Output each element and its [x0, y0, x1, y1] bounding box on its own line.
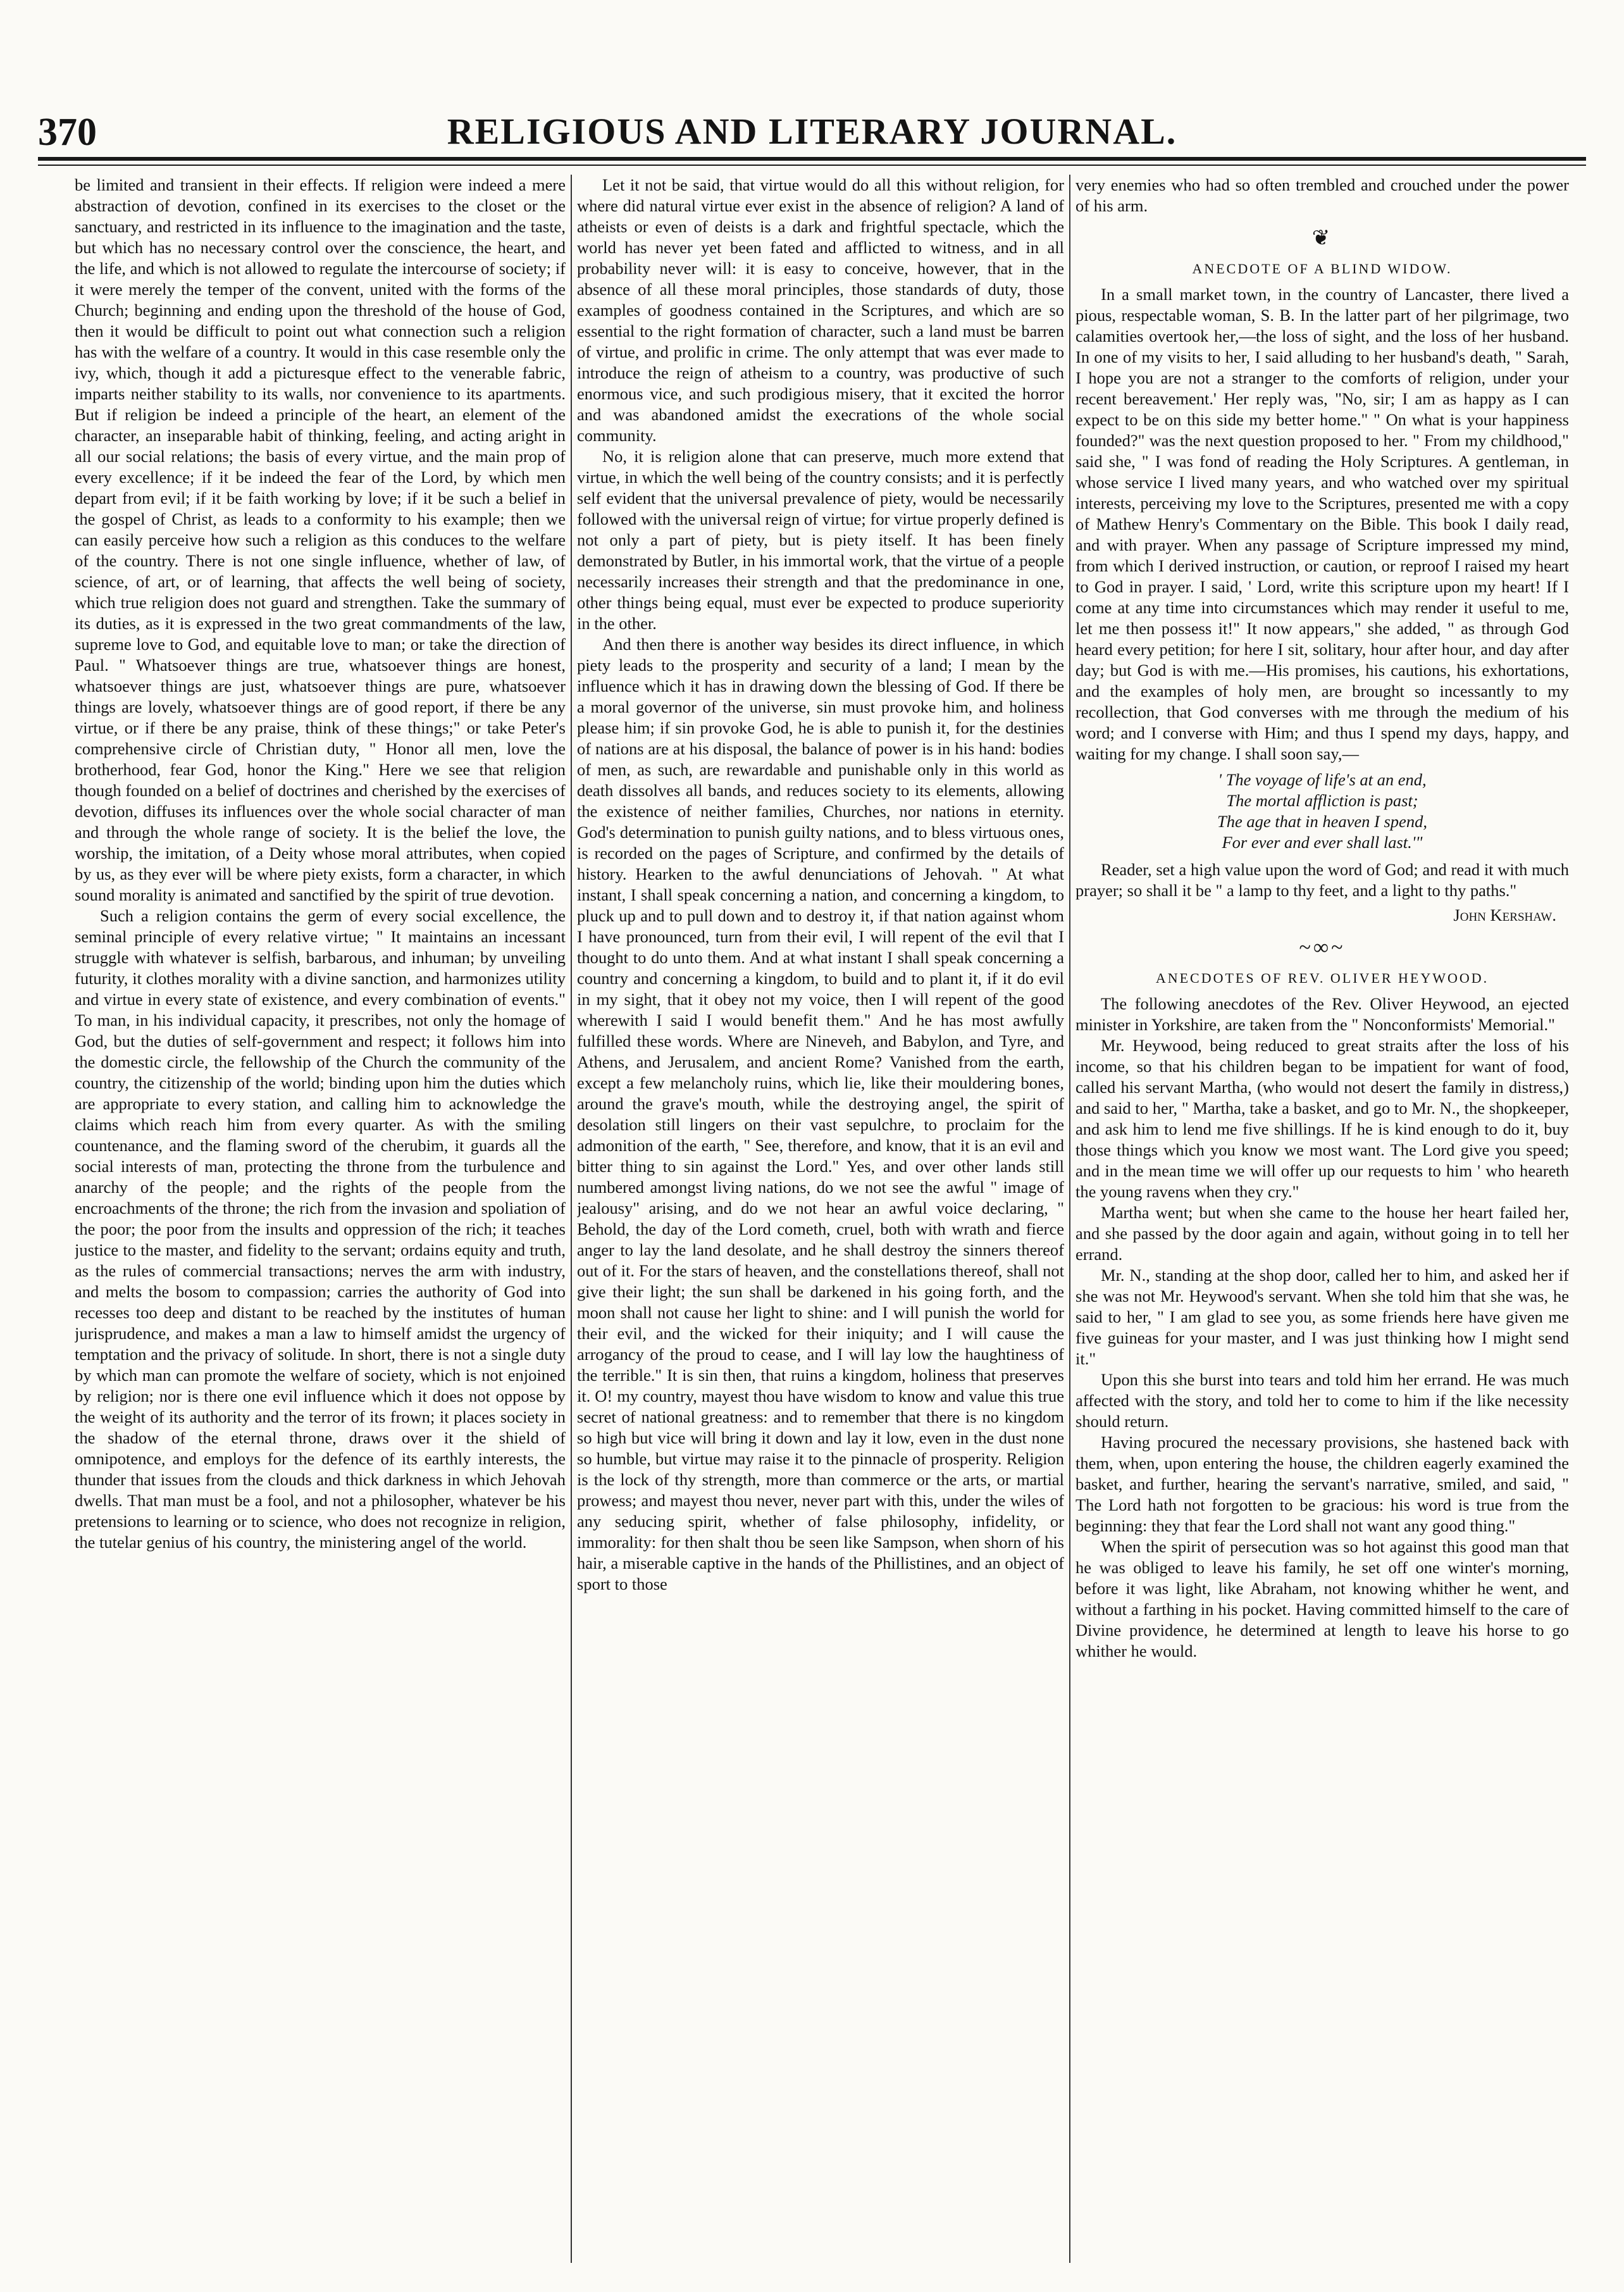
paragraph: In a small market town, in the country of Lancaster, there lived a pious, respectable woman, S. B. In the latter part of her pilgrimage, two calamities overtook her,—the loss of sight, and the loss of her husband. In one of my visits to her, I said alluding to her husband's death, " Sarah, I hope you are not a stranger to the comforts of religion, under your recent bereavement.' Her reply was, "No, sir; I am as happy as I can expect to be on this side my better home." " On what is your happiness founded?" was the next question proposed to her. " From my childhood," said she, " I was fond of reading the Holy Scriptures. A gentleman, in whose service I lived many years, and who watched over my spiritual interests, perceiving my love to the Scriptures, presented me with a copy of Mathew Henry's Commentary on the Bible. This book I daily read, and with prayer. When any passage of Scripture impressed my mind, from which I derived instruction, or caution, or reproof I raised my heart to God in prayer. I said, ' Lord, write this scripture upon my heart! If I come at any time into circumstances which may render it useful to me, let me then possess it!" It now appears," she added, " as through God heard every petition; for here I sit, solitary, hour after hour, and day after day; but God is with me.—His promises, his cautions, his exhortations, and the examples of holy men, are brought so incessantly to my recollection, that God converses with me through the medium of his word; and I converse with Him; and thus I spend my days, happy, and waiting for my change. I shall soon say,—: [1075, 285, 1569, 763]
paragraph: Martha went; but when she came to the house her heart failed her, and she passed by the door again and again, without going in to tell her errand.: [1075, 1203, 1569, 1264]
paragraph: When the spirit of persecution was so hot against this good man that he was obliged to leave his family, he set off one winter's morning, before it was light, like Abraham, not knowing whither he went, and without a farthing in his pocket. Having committed himself to the care of Divine providence, he determined at length to leave his horse to go whither he would.: [1075, 1537, 1569, 1660]
page-header: [38, 95, 1586, 158]
paragraph: be limited and transient in their effects. If religion were indeed a mere abstraction of devotion, confined in its exercises to the closet or the sanctuary, and restricted in its influence to the imagination and the taste, but which has no necessary control over the conscience, the heart, and the life, and which is not allowed to regulate the intercourse of society; if it were merely the temper of the convent, united with the forms of the Church; beginning and ending upon the threshold of the house of God, then it would be difficult to point out what connection such a religion has with the welfare of a country. It would in this case resemble only the ivy, which, though it add a picturesque effect to the venerable fabric, imparts neither stability to its walls, nor convenience to its apartments. But if religion be indeed a principle of the heart, an element of the character, an inseparable habit of thinking, feeling, and acting aright in all our social relations; the basis of every virtue, and the main prop of every excellence; if it be indeed the fear of the Lord, by which men depart from evil; if it be faith working by love; if it be such a belief in the gospel of Christ, as leads to a conformity to his example; then we can easily perceive how such a religion as this conduces to the welfare of the country. There is not one single influence, whether of law, of science, of art, or of learning, that affects the well being of society, which true religion does not guard and strengthen. Take the summary of its duties, as it is expressed in the two great commandments of the law, supreme love to God, and equitable love to man; or take the direction of Paul. " Whatsoever things are true, whatsoever things are honest, whatsoever things are just, whatsoever things are pure, whatsoever things are lovely, whatsoever things are of good report, if there be any virtue, or if there be any praise, think of these things;" or take Peter's comprehensive circle of Christian duty, " Honor all men, love the brotherhood, fear God, honor the King." Here we see that religion though founded on a belief of doctrines and cherished by the exercises of devotion, diffuses its influences over the whole social character of man and through the whole range of society. It is the belief the love, the worship, the imitation, of a Deity whose moral attributes, when copied by us, as they ever will be where piety exists, form a character, in which sound morality is animated and sanctified by the spirit of true devotion.: [75, 175, 566, 904]
poem-stanza: [1075, 769, 1569, 853]
paragraph: Having procured the necessary provisions, she hastened back with them, when, upon entering the house, the children eagerly examined the basket, and further, hearing the servant's narrative, smiled, and said, " The Lord hath not forgotten to be gracious: his word is true from the beginning: they that fear the Lord shall not want any good thing.": [1075, 1433, 1569, 1535]
poem-line: The age that in heaven I spend,: [1217, 812, 1427, 831]
poem-line: ' The voyage of life's at an end,: [1218, 770, 1427, 789]
paragraph: Such a religion contains the germ of every social excellence, the seminal principle of every relative virtue; " It maintains an incessant struggle with whatever is selfish, barbarous, and inhuman; by unveiling futurity, it clothes morality with a divine sanction, and harmonizes utility and virtue in every state of existence, and every combination of events." To man, in his individual capacity, it prescribes, not only the homage of God, but the duties of self-government and respect; it follows him into the domestic circle, the fellowship of the Church the community of the country, the citizenship of the world; binding upon him the duties which are appropriate to every station, and calling him to acknowledge the claims which reach him from every quarter. As with the smiling countenance, and the flaming sword of the cherubim, it guards all the social interests of man, protecting the throne from the turbulence and anarchy of the people; and the rights of the people from the encroachments of the throne; the rich from the invasion and spoliation of the poor; the poor from the insults and oppression of the rich; it teaches justice to the master, and fidelity to the servant; ordains equity and truth, as the rules of commercial transactions; nerves the arm with industry, and melts the bosom to compassion; carries the authority of God into recesses too deep and distant to be reached by the institutes of human jurisprudence, and makes a man a law to himself amidst the urgency of temptation and the privacy of solitude. In short, there is not a single duty by which man can promote the welfare of society, which is not enjoined by religion; nor is there one evil influence which it does not oppose by the weight of its authority and the terror of its frown; it places society in the shadow of the eternal throne, draws over it the shield of omnipotence, and employs for the defence of its earthly interests, the thunder that issues from the clouds and thick darkness in which Jehovah dwells. That man must be a fool, and not a philosopher, whatever be his pretensions to learning or to science, who does not recognize in religion, the tutelar genius of his country, the ministering angel of the world.: [75, 906, 566, 1552]
column-2: [577, 175, 1064, 2269]
paragraph: Reader, set a high value upon the word of God; and read it with much prayer; so shall it be " a lamp to thy feet, and a light to thy paths.": [1075, 860, 1569, 900]
paragraph: The following anecdotes of the Rev. Oliver Heywood, an ejected minister in Yorkshire, are taken from the " Nonconformists' Memorial.": [1075, 994, 1569, 1034]
article-heading: ANECDOTE OF A BLIND WIDOW.: [1192, 261, 1453, 277]
paragraph: And then there is another way besides its direct influence, in which piety leads to the prosperity and security of a land; I mean by the influence which it has in drawing down the blessing of God. If there be a moral governor of the universe, sin must provoke him, and holiness please him; if sin provoke God, he is able to punish it, for the destinies of nations are at his disposal, the balance of power is in his hand: bodies of men, as such, are rewardable and punishable only in this world as death dissolves all bands, and reduces society to its elements, allowing the existence of neither families, Churches, nor nations in eternity. God's determination to punish guilty nations, and to bless virtuous ones, is recorded on the pages of Scripture, and confirmed by the details of history. Hearken to the awful denunciations of Jehovah. " At what instant, I shall speak concerning a nation, and concerning a kingdom, to pluck up and to pull down and to destroy it, if that nation against whom I have pronounced, turn from their evil, I will repent of the evil that I thought to do unto them. And at what instant I shall speak concerning a country and concerning a kingdom, to build and to plant it, if it do evil in my sight, that it obey not my voice, then I will repent of the good wherewith I said I would benefit them." And he has most awfully fulfilled these words. Where are Nineveh, and Babylon, and Tyre, and Athens, and Jerusalem, and ancient Rome? Vanished from the earth, except a few melancholy ruins, which lie, like their mouldering bones, around the grave's mouth, while the destroying angel, the spirit of desolation still lingers on their vast sepulchre, to proclaim for the admonition of the earth, " See, therefore, and know, that it is an evil and bitter thing to sin against the Lord." Yes, and over other lands still numbered amongst living nations, do we not see the awful " image of jealousy" arising, and do we not hear an awful voice declaring, " Behold, the day of the Lord cometh, cruel, both with wrath and fierce anger to lay the land desolate, and he shall destroy the sinners thereof out of it. For the stars of heaven, and the constellations thereof, shall not give their light; the sun shall be darkened in his going forth, and the moon shall not cause her light to shine: and I will punish the world for their evil, and the wicked for their iniquity; and I will cause the arrogancy of the proud to cease, and I will lay low the haughtiness of the terrible." It is sin then, that ruins a kingdom, holiness that preserves it. O! my country, mayest thou have wisdom to know and value this true secret of national greatness: and to remember that there is no kingdom so high but vice will bring it down and lay it low, even in the dust none so humble, but virtue may raise it to the pinnacle of prosperity. Religion is the lock of thy strength, more than commerce or the arts, or martial prowess; and mayest thou never, never part with this, under the wiles of any seducing spirit, whether of false philosophy, infidelity, or immorality: for then shalt thou be seen like Sampson, when shorn of his hair, a miserable captive in the hands of the Phillistines, and an object of sport to those: [577, 635, 1064, 1593]
paragraph: No, it is religion alone that can preserve, much more extend that virtue, in which the well being of the country consists; and it is perfectly self evident that the universal prevalence of piety, would be necessarily followed with the universal reign of virtue; for virtue properly defined is not only a part of piety, but is piety itself. It has been finely demonstrated by Butler, in his immortal work, that the virtue of a people necessarily increases their strength and that the predominance in one, other things being equal, must ever be expected to produce superiority in the other.: [577, 447, 1064, 633]
column-divider-1: [571, 175, 572, 2263]
paragraph: very enemies who had so often trembled and crouched under the power of his arm.: [1075, 175, 1569, 215]
column-3: [1075, 175, 1569, 2269]
article-heading: ANECDOTES OF REV. OLIVER HEYWOOD.: [1155, 970, 1489, 986]
paragraph: Mr. Heywood, being reduced to great straits after the loss of his income, so that his children began to be impatient for want of food, called his servant Martha, (who would not desert the family in distress,) and said to her, " Martha, take a basket, and go to Mr. N., the shopkeeper, and ask him to lend me five shillings. If he is kind enough to do it, buy those things which you know we most want. The Lord give you speed; and in the mean time we will offer up our requests to him ' who heareth the young ravens when they cry.": [1075, 1036, 1569, 1201]
paragraph: Upon this she burst into tears and told him her errand. He was much affected with the story, and told her to come to him if the like necessity should return.: [1075, 1370, 1569, 1431]
author-signature: John Kershaw.: [1453, 906, 1556, 925]
poem-line: For ever and ever shall last.'": [1222, 833, 1423, 852]
header-rule-thick: [38, 157, 1586, 161]
page-number: 370: [38, 111, 97, 154]
paragraph: Mr. N., standing at the shop door, called her to him, and asked her if she was not Mr. Heywood's servant. When she told him that she was, he said to her, " I am glad to see you, as some friends here have given me five guineas for your master, and I was just thinking how I might send it.": [1075, 1266, 1569, 1368]
journal-title: RELIGIOUS AND LITERARY JOURNAL.: [447, 111, 1177, 152]
column-divider-2: [1069, 175, 1070, 2263]
column-1: [75, 175, 566, 2269]
section-ornament: ~∞~: [1299, 936, 1346, 959]
poem-line: The mortal affliction is past;: [1226, 791, 1418, 810]
section-ornament: ❦: [1311, 227, 1333, 250]
header-rule-thin: [38, 165, 1586, 166]
paragraph: Let it not be said, that virtue would do all this without religion, for where did natural virtue ever exist in the absence of religion? A land of atheists or even of deists is a dark and frightful spectacle, which the world has never yet been fated and afflicted to witness, and in all probability never will: it is easy to conceive, however, that in the absence of all these moral principles, those standards of duty, those examples of goodness contained in the Scriptures, and which are so essential to the right formation of character, such a land must be barren of virtue, and prolific in crime. The only attempt that was ever made to introduce the reign of atheism to a country, was productive of such enormous vice, and such prodigious misery, that it excited the horror and was abandoned amidst the execrations of the whole social community.: [577, 175, 1064, 445]
